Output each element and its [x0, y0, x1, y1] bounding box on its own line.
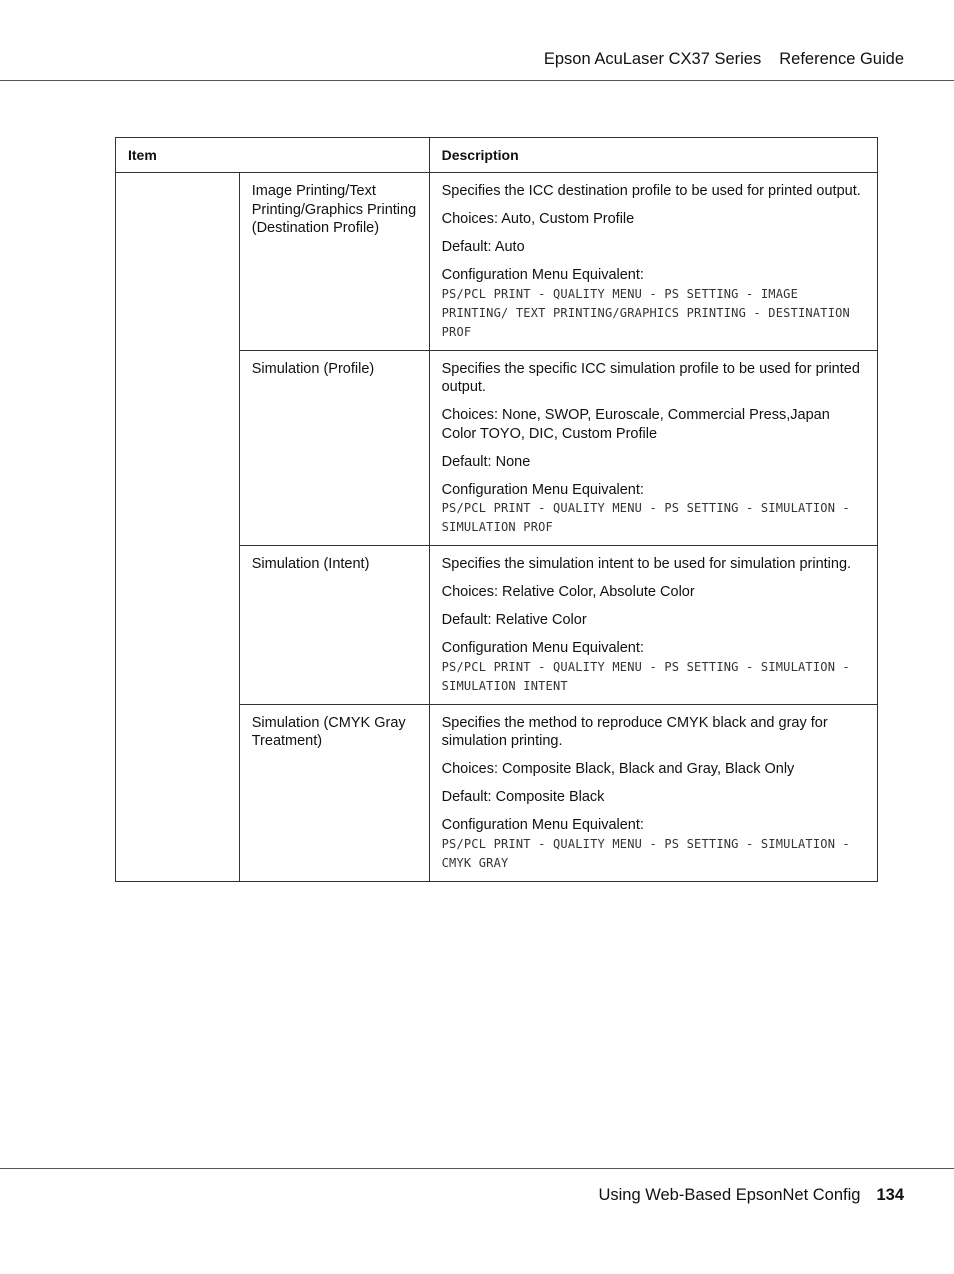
column-header-description: Description [429, 138, 877, 173]
default-text: Default: None [441, 453, 531, 470]
default-text: Default: Auto [441, 239, 525, 255]
footer-section: Using Web-Based EpsonNet Config [598, 1186, 861, 1204]
page-number: 134 [876, 1186, 904, 1204]
description-cell [429, 546, 877, 705]
config-path: PS/PCL PRINT - QUALITY MENU - PS SETTING - SIMULATION - SIMULATION PROF [441, 501, 850, 534]
table-row [116, 173, 878, 351]
default-text: Default: Composite Black [441, 789, 605, 805]
description-text: Specifies the method to reproduce CMYK black and gray for simulation printing. [441, 714, 828, 749]
item-cell: Image Printing/Text Printing/Graphics Printing (Destination Profile) [239, 173, 429, 351]
footer-rule [0, 1168, 954, 1169]
choices-text: Choices: None, SWOP, Euroscale, Commercial Press,Japan Color TOYO, DIC, Custom Profile [441, 407, 830, 442]
header-product: Epson AcuLaser CX37 Series [543, 50, 762, 68]
config-label: Configuration Menu Equivalent: [441, 481, 644, 498]
default-text: Default: Relative Color [441, 612, 587, 628]
config-label: Configuration Menu Equivalent: [441, 817, 644, 833]
running-footer [598, 1186, 904, 1205]
item-cell: Simulation (CMYK Gray Treatment) [239, 704, 429, 881]
config-menu-equivalent [442, 481, 867, 538]
choices-text: Choices: Auto, Custom Profile [441, 211, 635, 227]
config-path: PS/PCL PRINT - QUALITY MENU - PS SETTING - IMAGE PRINTING/ TEXT PRINTING/GRAPHICS PRINTING - DESTINATION PROF [441, 286, 850, 339]
config-path: PS/PCL PRINT - QUALITY MENU - PS SETTING - SIMULATION - CMYK GRAY [441, 836, 850, 870]
column-header-item: Item [116, 138, 430, 173]
item-cell: Simulation (Intent) [239, 546, 429, 705]
description-text: Specifies the ICC destination profile to be used for printed output. [441, 183, 861, 199]
description-cell [429, 350, 877, 546]
choices-text: Choices: Relative Color, Absolute Color [441, 584, 695, 600]
config-path: PS/PCL PRINT - QUALITY MENU - PS SETTING - SIMULATION - SIMULATION INTENT [441, 659, 850, 693]
running-header [544, 50, 904, 69]
choices-text: Choices: Composite Black, Black and Gray, Black Only [441, 761, 795, 777]
config-menu-equivalent [442, 266, 867, 342]
header-guide: Reference Guide [779, 50, 904, 68]
config-menu-equivalent [442, 816, 867, 873]
description-cell [429, 173, 877, 351]
description-text: Specifies the specific ICC simulation profile to be used for printed output. [441, 360, 860, 395]
config-label: Configuration Menu Equivalent: [441, 267, 644, 283]
description-cell [429, 704, 877, 881]
header-rule [0, 80, 954, 81]
config-menu-equivalent [442, 639, 867, 696]
table-header-row [116, 138, 878, 173]
settings-table [115, 137, 878, 882]
config-label: Configuration Menu Equivalent: [441, 640, 644, 656]
description-text: Specifies the simulation intent to be used for simulation printing. [441, 556, 852, 572]
item-group-cell [116, 173, 240, 882]
item-cell: Simulation (Profile) [239, 350, 429, 546]
